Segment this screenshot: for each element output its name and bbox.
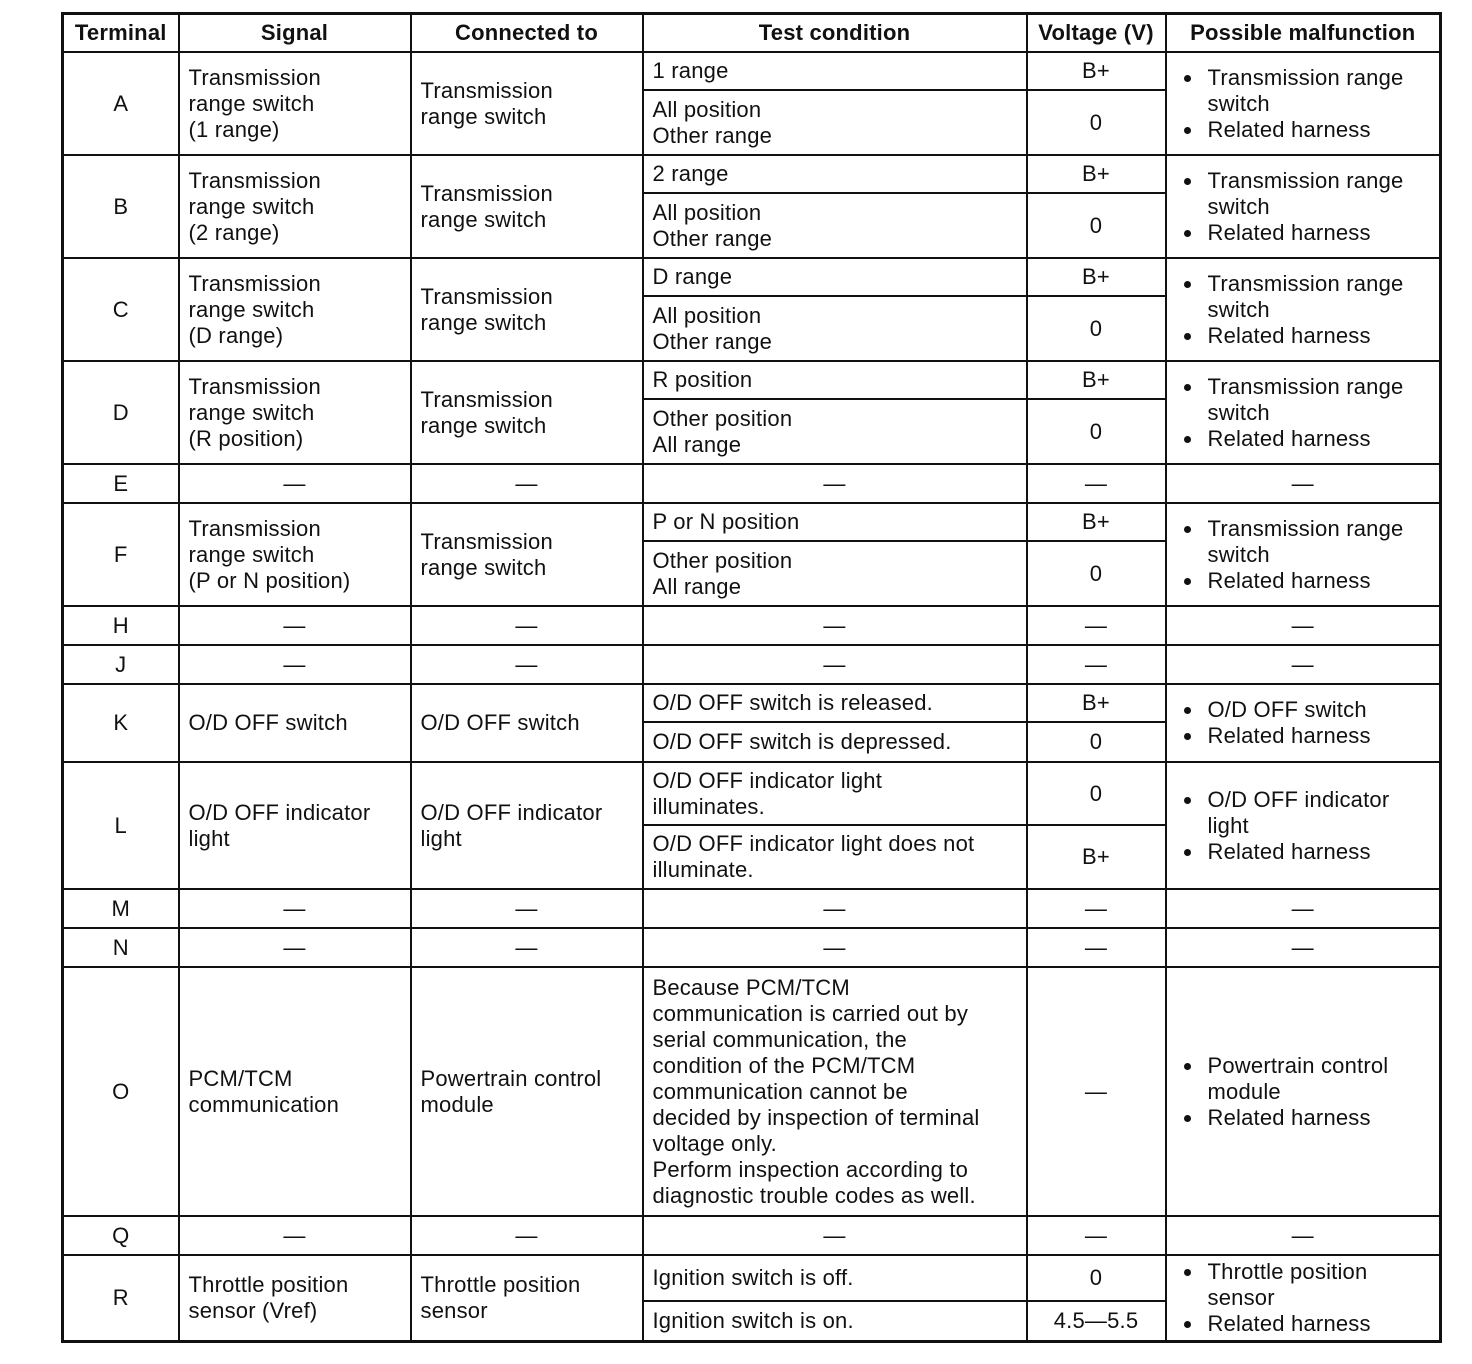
table-row xyxy=(63,1255,1441,1301)
malfunction-list xyxy=(1176,168,1431,246)
header-terminal: Terminal xyxy=(63,14,179,53)
test-condition-cell-text: D range xyxy=(652,264,733,289)
terminal-cell-text: L xyxy=(114,812,127,838)
voltage-cell-text: — xyxy=(1084,470,1108,496)
terminal-cell xyxy=(63,928,179,967)
malfunction-list xyxy=(1176,65,1431,143)
test-condition-cell xyxy=(643,1301,1027,1341)
malfunction-cell: — xyxy=(1166,606,1441,645)
voltage-cell xyxy=(1027,889,1166,928)
signal-cell-text: O/D OFF indicator light xyxy=(188,799,371,851)
malfunction-item: Related harness xyxy=(1176,220,1431,246)
table-row xyxy=(63,258,1441,296)
malfunction-item: Related harness xyxy=(1176,426,1431,452)
terminal-cell xyxy=(63,967,179,1216)
signal-cell xyxy=(179,503,411,606)
terminal-cell xyxy=(63,684,179,762)
connected-to-cell xyxy=(411,684,643,762)
voltage-cell xyxy=(1027,1216,1166,1255)
signal-cell-text: — xyxy=(283,934,306,960)
malfunction-item: Related harness xyxy=(1176,1105,1431,1131)
malfunction-list xyxy=(1176,1053,1431,1131)
table-row xyxy=(63,361,1441,399)
voltage-cell xyxy=(1027,1301,1166,1341)
malfunction-item: Related harness xyxy=(1176,723,1431,749)
connected-to-cell xyxy=(411,1255,643,1341)
malfunction-list xyxy=(1176,787,1431,865)
terminal-cell xyxy=(63,1255,179,1341)
voltage-cell-text: — xyxy=(1084,651,1108,677)
malfunction-item: Transmission range switch xyxy=(1176,271,1431,323)
voltage-cell xyxy=(1027,399,1166,464)
signal-cell xyxy=(179,684,411,762)
voltage-cell xyxy=(1027,722,1166,762)
terminal-cell xyxy=(63,606,179,645)
connected-to-cell xyxy=(411,464,643,503)
test-condition-cell xyxy=(643,193,1027,258)
terminal-cell xyxy=(63,361,179,464)
voltage-cell-text: 0 xyxy=(1089,780,1103,806)
voltage-cell xyxy=(1027,155,1166,193)
malfunction-item: Powertrain control module xyxy=(1176,1053,1431,1105)
header-row xyxy=(63,14,1441,53)
malfunction-item: Related harness xyxy=(1176,1311,1431,1337)
connected-to-cell-text: — xyxy=(515,895,538,921)
voltage-cell-text: 0 xyxy=(1089,109,1103,135)
signal-cell xyxy=(179,258,411,361)
connected-to-cell xyxy=(411,1216,643,1255)
terminal-cell xyxy=(63,1216,179,1255)
voltage-cell xyxy=(1027,825,1166,889)
terminal-cell xyxy=(63,52,179,155)
voltage-cell-text: 0 xyxy=(1089,1265,1103,1290)
test-condition-cell xyxy=(643,684,1027,722)
terminal-cell-text: C xyxy=(112,296,129,322)
test-condition-cell-text: R position xyxy=(652,367,753,392)
test-condition-cell xyxy=(643,464,1027,503)
malfunction-list xyxy=(1176,516,1431,594)
test-condition-cell xyxy=(643,258,1027,296)
voltage-cell-text: 0 xyxy=(1089,418,1103,444)
malfunction-item: Related harness xyxy=(1176,323,1431,349)
malfunction-list xyxy=(1176,1259,1431,1337)
terminal-cell xyxy=(63,889,179,928)
test-condition-cell xyxy=(643,503,1027,541)
malfunction-cell: — xyxy=(1166,464,1441,503)
voltage-cell-text: 0 xyxy=(1089,729,1103,754)
test-condition-cell xyxy=(643,967,1027,1216)
connected-to-cell xyxy=(411,52,643,155)
malfunction-item: Related harness xyxy=(1176,839,1431,865)
test-condition-cell-text: — xyxy=(823,1222,846,1248)
test-condition-cell-text: Ignition switch is off. xyxy=(652,1265,854,1290)
test-condition-cell xyxy=(643,722,1027,762)
test-condition-cell-text: O/D OFF switch is released. xyxy=(652,690,933,715)
voltage-cell-text: — xyxy=(1084,1078,1108,1104)
malfunction-cell xyxy=(1166,503,1441,606)
malfunction-cell xyxy=(1166,967,1441,1216)
signal-cell-text: Throttle position sensor (Vref) xyxy=(188,1271,349,1323)
test-condition-cell xyxy=(643,1216,1027,1255)
voltage-cell xyxy=(1027,90,1166,155)
table-row xyxy=(63,684,1441,722)
table-row xyxy=(63,155,1441,193)
malfunction-cell xyxy=(1166,52,1441,155)
malfunction-cell xyxy=(1166,361,1441,464)
signal-cell xyxy=(179,1216,411,1255)
voltage-cell xyxy=(1027,52,1166,90)
voltage-cell-text: 4.5—5.5 xyxy=(1053,1307,1139,1333)
malfunction-item: Transmission range switch xyxy=(1176,516,1431,568)
voltage-cell xyxy=(1027,1255,1166,1301)
terminal-cell-text: H xyxy=(112,612,129,638)
malfunction-cell: — xyxy=(1166,928,1441,967)
test-condition-cell-text: — xyxy=(823,612,846,638)
voltage-cell xyxy=(1027,541,1166,606)
voltage-cell xyxy=(1027,606,1166,645)
voltage-cell-text: 0 xyxy=(1089,560,1103,586)
connected-to-cell xyxy=(411,889,643,928)
malfunction-item: O/D OFF indicator light xyxy=(1176,787,1431,839)
voltage-cell xyxy=(1027,193,1166,258)
voltage-cell xyxy=(1027,967,1166,1216)
header-signal: Signal xyxy=(179,14,411,53)
malfunction-item: Related harness xyxy=(1176,568,1431,594)
voltage-cell xyxy=(1027,503,1166,541)
connected-to-cell-text: Powertrain control module xyxy=(420,1065,602,1117)
table-row xyxy=(63,762,1441,825)
voltage-cell-text: 0 xyxy=(1089,212,1103,238)
voltage-cell xyxy=(1027,464,1166,503)
header-voltage: Voltage (V) xyxy=(1027,14,1166,53)
terminal-cell xyxy=(63,258,179,361)
voltage-cell-text: B+ xyxy=(1082,690,1110,715)
voltage-cell-text: — xyxy=(1084,1222,1108,1248)
test-condition-cell-text: All position Other range xyxy=(652,302,773,354)
malfunction-cell xyxy=(1166,684,1441,762)
header-test-condition: Test condition xyxy=(643,14,1027,53)
signal-cell xyxy=(179,928,411,967)
signal-cell-text: Transmission range switch (D range) xyxy=(188,270,321,348)
connected-to-cell-text: Throttle position sensor xyxy=(420,1271,581,1323)
voltage-cell-text: B+ xyxy=(1082,264,1110,289)
voltage-cell-text: — xyxy=(1084,895,1108,921)
test-condition-cell-text: P or N position xyxy=(652,509,800,534)
connected-to-cell-text: — xyxy=(515,1222,538,1248)
terminal-cell xyxy=(63,762,179,889)
test-condition-cell xyxy=(643,1255,1027,1301)
test-condition-cell xyxy=(643,645,1027,684)
signal-cell-text: — xyxy=(283,1222,306,1248)
test-condition-cell xyxy=(643,361,1027,399)
test-condition-cell xyxy=(643,155,1027,193)
test-condition-cell xyxy=(643,825,1027,889)
connected-to-cell xyxy=(411,155,643,258)
connected-to-cell-text: — xyxy=(515,651,538,677)
malfunction-item: O/D OFF switch xyxy=(1176,697,1431,723)
voltage-cell-text: B+ xyxy=(1082,367,1110,392)
test-condition-cell-text: Other position All range xyxy=(652,405,793,457)
test-condition-cell xyxy=(643,606,1027,645)
voltage-cell xyxy=(1027,258,1166,296)
table-row xyxy=(63,503,1441,541)
voltage-cell xyxy=(1027,762,1166,825)
test-condition-cell-text: — xyxy=(823,895,846,921)
terminal-cell-text: R xyxy=(112,1284,129,1310)
terminal-cell-text: K xyxy=(113,710,129,735)
voltage-cell xyxy=(1027,928,1166,967)
voltage-cell-text: B+ xyxy=(1082,844,1110,869)
connected-to-cell xyxy=(411,645,643,684)
terminal-cell-text: J xyxy=(115,651,127,677)
signal-cell-text: — xyxy=(283,612,306,638)
malfunction-item: Related harness xyxy=(1176,117,1431,143)
connected-to-cell-text: Transmission range switch xyxy=(420,528,553,580)
malfunction-cell xyxy=(1166,762,1441,889)
test-condition-cell xyxy=(643,541,1027,606)
voltage-cell-text: 0 xyxy=(1089,315,1103,341)
header-possible-malfunction: Possible malfunction xyxy=(1166,14,1441,53)
connected-to-cell xyxy=(411,928,643,967)
test-condition-cell-text: 2 range xyxy=(652,161,729,186)
voltage-cell-text: B+ xyxy=(1082,161,1110,186)
connected-to-cell-text: Transmission range switch xyxy=(420,77,553,129)
malfunction-item: Transmission range switch xyxy=(1176,65,1431,117)
signal-cell-text: — xyxy=(283,651,306,677)
connected-to-cell xyxy=(411,606,643,645)
voltage-cell xyxy=(1027,296,1166,361)
signal-cell xyxy=(179,155,411,258)
malfunction-list xyxy=(1176,697,1431,749)
terminal-cell xyxy=(63,464,179,503)
table-row xyxy=(63,928,1441,967)
connected-to-cell-text: O/D OFF switch xyxy=(420,710,580,735)
signal-cell xyxy=(179,606,411,645)
signal-cell xyxy=(179,645,411,684)
malfunction-cell: — xyxy=(1166,645,1441,684)
test-condition-cell xyxy=(643,889,1027,928)
voltage-cell xyxy=(1027,684,1166,722)
malfunction-list xyxy=(1176,271,1431,349)
connected-to-cell xyxy=(411,762,643,889)
test-condition-cell-text: 1 range xyxy=(652,58,729,83)
table-row xyxy=(63,464,1441,503)
signal-cell-text: Transmission range switch (R position) xyxy=(188,373,321,451)
voltage-cell-text: B+ xyxy=(1082,58,1110,83)
header-connected-to: Connected to xyxy=(411,14,643,53)
terminal-cell-text: F xyxy=(113,541,128,567)
signal-cell xyxy=(179,1255,411,1341)
test-condition-cell-text: All position Other range xyxy=(652,96,773,148)
connected-to-cell-text: — xyxy=(515,470,538,496)
terminal-cell-text: N xyxy=(112,934,129,960)
terminal-cell xyxy=(63,645,179,684)
signal-cell-text: Transmission range switch (P or N position) xyxy=(188,515,351,593)
test-condition-cell-text: All position Other range xyxy=(652,199,773,251)
test-condition-cell-text: Ignition switch is on. xyxy=(652,1307,854,1333)
terminal-cell-text: E xyxy=(113,470,129,496)
connected-to-cell-text: Transmission range switch xyxy=(420,180,553,232)
signal-cell-text: — xyxy=(283,895,306,921)
test-condition-cell xyxy=(643,928,1027,967)
signal-cell xyxy=(179,967,411,1216)
signal-cell xyxy=(179,361,411,464)
connected-to-cell-text: Transmission range switch xyxy=(420,283,553,335)
malfunction-cell xyxy=(1166,258,1441,361)
terminal-cell-text: D xyxy=(112,399,129,425)
malfunction-item: Throttle position sensor xyxy=(1176,1259,1431,1311)
connected-to-cell xyxy=(411,503,643,606)
test-condition-cell-text: O/D OFF indicator light does not illuminate. xyxy=(652,831,975,882)
test-condition-cell-text: O/D OFF switch is depressed. xyxy=(652,729,952,754)
table-row xyxy=(63,645,1441,684)
table-row xyxy=(63,889,1441,928)
connected-to-cell-text: Transmission range switch xyxy=(420,386,553,438)
connected-to-cell xyxy=(411,361,643,464)
connected-to-cell xyxy=(411,967,643,1216)
signal-cell-text: Transmission range switch (2 range) xyxy=(188,167,321,245)
connected-to-cell-text: O/D OFF indicator light xyxy=(420,799,603,851)
signal-cell-text: Transmission range switch (1 range) xyxy=(188,64,321,142)
voltage-cell-text: B+ xyxy=(1082,509,1110,534)
malfunction-item: Transmission range switch xyxy=(1176,374,1431,426)
signal-cell xyxy=(179,762,411,889)
table-row xyxy=(63,1216,1441,1255)
voltage-cell-text: — xyxy=(1084,612,1108,638)
test-condition-cell-text: O/D OFF indicator light illuminates. xyxy=(652,767,883,819)
signal-cell-text: O/D OFF switch xyxy=(188,710,348,735)
terminal-cell xyxy=(63,155,179,258)
terminal-cell-text: M xyxy=(111,895,131,921)
test-condition-cell-text: — xyxy=(823,470,846,496)
terminal-cell xyxy=(63,503,179,606)
test-condition-cell xyxy=(643,399,1027,464)
malfunction-cell xyxy=(1166,155,1441,258)
connected-to-cell-text: — xyxy=(515,612,538,638)
malfunction-cell: — xyxy=(1166,889,1441,928)
table-row xyxy=(63,52,1441,90)
test-condition-cell xyxy=(643,762,1027,825)
malfunction-item: Transmission range switch xyxy=(1176,168,1431,220)
test-condition-cell xyxy=(643,90,1027,155)
test-condition-cell xyxy=(643,52,1027,90)
table-row xyxy=(63,606,1441,645)
terminal-voltage-table xyxy=(61,12,1442,1343)
connected-to-cell-text: — xyxy=(515,934,538,960)
malfunction-cell: — xyxy=(1166,1216,1441,1255)
voltage-cell xyxy=(1027,645,1166,684)
signal-cell xyxy=(179,889,411,928)
test-condition-cell-text: Because PCM/TCM communication is carried out by serial communication, the condition of the PCM/TCM communication cannot be decided by inspection of terminal voltage only. Perform inspection according to diagnostic trouble codes as well. xyxy=(652,974,980,1208)
signal-cell xyxy=(179,464,411,503)
signal-cell-text: PCM/TCM communication xyxy=(188,1065,340,1117)
malfunction-list xyxy=(1176,374,1431,452)
test-condition-cell xyxy=(643,296,1027,361)
test-condition-cell-text: — xyxy=(823,651,846,677)
test-condition-cell-text: Other position All range xyxy=(652,547,793,599)
signal-cell-text: — xyxy=(283,470,306,496)
connected-to-cell xyxy=(411,258,643,361)
voltage-cell xyxy=(1027,361,1166,399)
table-row xyxy=(63,967,1441,1216)
terminal-cell-text: O xyxy=(112,1078,130,1104)
terminal-cell-text: Q xyxy=(112,1222,130,1248)
test-condition-cell-text: — xyxy=(823,934,846,960)
signal-cell xyxy=(179,52,411,155)
terminal-cell-text: A xyxy=(113,90,129,116)
terminal-cell-text: B xyxy=(113,193,129,219)
malfunction-cell xyxy=(1166,1255,1441,1341)
voltage-cell-text: — xyxy=(1084,934,1108,960)
